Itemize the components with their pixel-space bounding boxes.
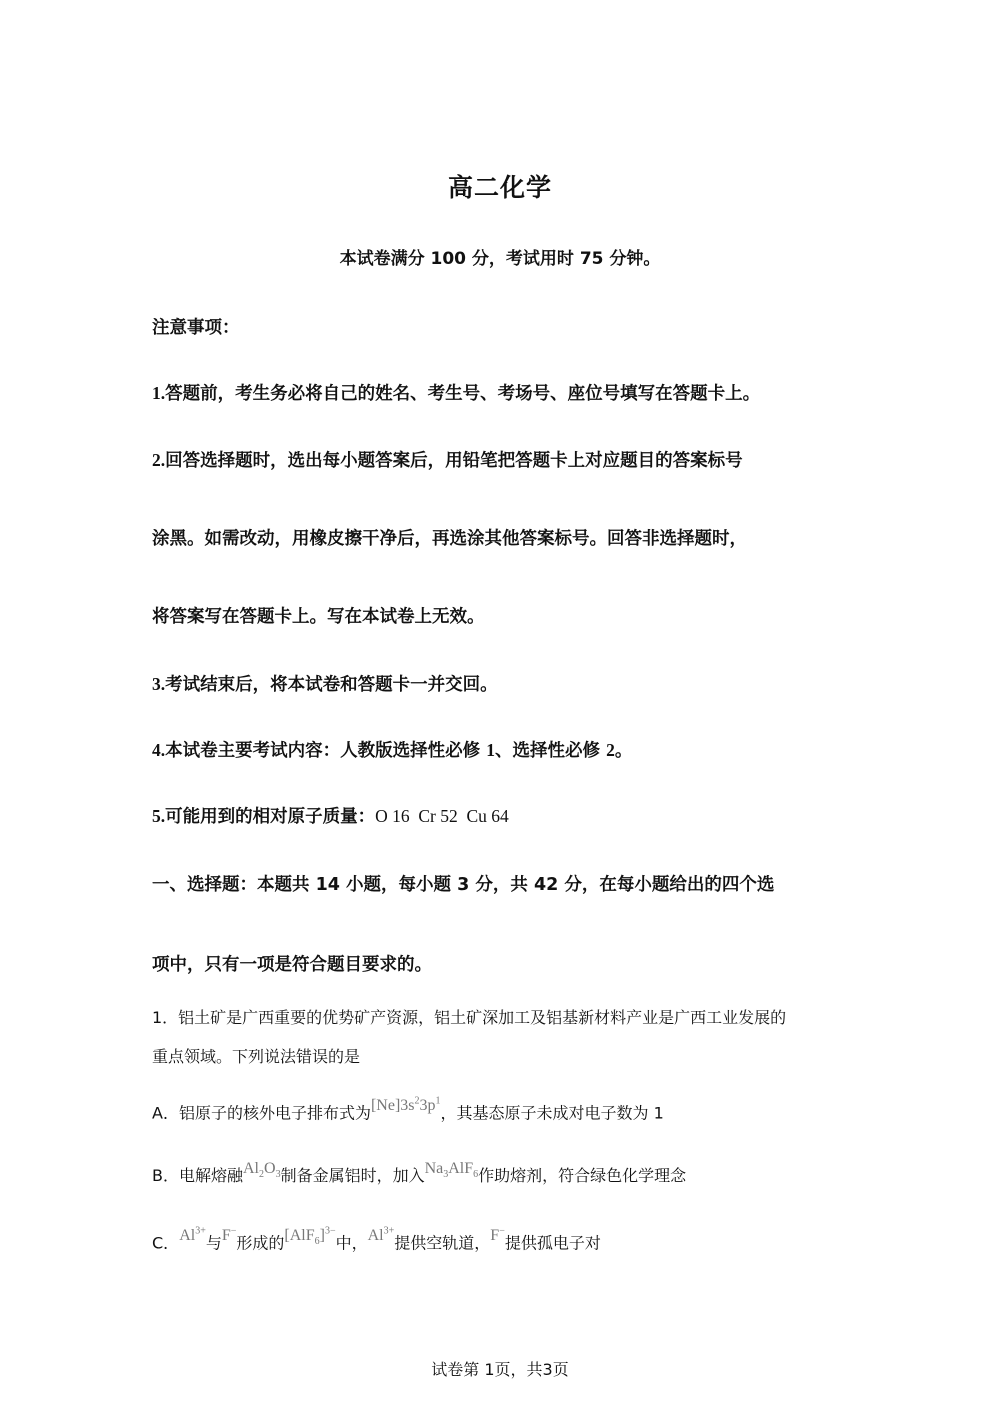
notice-text: 可能用到的相对原子质量：	[165, 807, 376, 827]
aluminum-ion-formula: $Al^{3+}$	[179, 1226, 206, 1245]
option-text: ，其基态原子未成对电子数为 1	[440, 1103, 664, 1123]
option-text: 中，	[335, 1233, 368, 1253]
notice-text: 答题前，考生务必将自己的姓名、考生号、考场号、座位号填写在答题卡上。	[165, 384, 761, 404]
cryolite-formula: $Na_3AlF_6$	[424, 1160, 479, 1181]
option-label: A．	[152, 1103, 179, 1123]
notice-number: 5.	[152, 806, 166, 826]
option-text: 电解熔融	[178, 1166, 243, 1185]
notice-text: 考试结束后，将本试卷和答题卡一并交回。	[165, 675, 498, 695]
notice-heading: 注意事项：	[152, 318, 240, 338]
electron-configuration-formula: $[Ne]3s^23p^1$	[370, 1096, 441, 1115]
option-text: 作助熔剂，符合绿色化学理念	[478, 1166, 687, 1185]
option-a	[152, 1096, 664, 1123]
option-text: 提供孤电子对	[504, 1233, 601, 1253]
notice-text: 本试卷主要考试内容：人教版选择性必修	[165, 741, 487, 761]
notice-text: 回答选择题时，选出每小题答案后，用铅笔把答题卡上对应题目的答案标号	[165, 451, 743, 471]
complex-ion-formula: $[AlF_6]^{3-}$	[284, 1226, 336, 1248]
section-1-heading-line-2: 项中，只有一项是符合题目要求的。	[152, 955, 432, 975]
notice-item-2-line-2: 涂黑。如需改动，用橡皮擦干净后，再选涂其他答案标号。回答非选择题时，	[152, 529, 747, 549]
page-title: 高二化学	[447, 173, 552, 202]
option-text: 形成的	[236, 1233, 285, 1253]
option-b	[152, 1160, 686, 1186]
notice-number: 4.	[152, 740, 166, 760]
notice-item-3	[152, 671, 498, 696]
page-footer: 试卷第 1页，共3页	[431, 1360, 569, 1379]
module-number-2: 2	[606, 740, 615, 760]
notice-number: 2.	[152, 450, 166, 470]
notice-item-2-line-1	[152, 447, 743, 472]
question-1-stem-line-1: 1．铝土矿是广西重要的优势矿产资源，铝土矿深加工及铝基新材料产业是广西工业发展的	[152, 1008, 787, 1027]
option-text: 与	[205, 1233, 222, 1253]
option-text: 铝原子的核外电子排布式为	[178, 1103, 371, 1123]
fluoride-ion-formula: F−	[221, 1226, 237, 1245]
exam-info: 本试卷满分 100 分，考试用时 75 分钟。	[339, 249, 661, 269]
notice-item-1	[152, 380, 760, 405]
atomic-masses: O 16 Cr 52 Cu 64	[375, 806, 509, 826]
aluminum-ion-formula: $Al^{3+}$	[367, 1226, 395, 1245]
section-1-heading-line-1: 一、选择题：本题共 14 小题，每小题 3 分，共 42 分，在每小题给出的四个选	[152, 875, 775, 895]
option-label: B．	[152, 1166, 179, 1185]
notice-number: 3.	[152, 674, 166, 694]
notice-number: 1.	[152, 383, 166, 403]
fluoride-ion-formula: F−	[490, 1226, 505, 1245]
question-1-stem-line-2: 重点领域。下列说法错误的是	[152, 1047, 361, 1066]
module-number-1: 1	[486, 740, 495, 760]
option-text: 提供空轨道，	[394, 1233, 491, 1253]
option-c	[152, 1226, 601, 1253]
option-text: 制备金属铝时，加入	[280, 1166, 425, 1185]
notice-item-5	[152, 803, 509, 828]
notice-item-2-line-3: 将答案写在答题卡上。写在本试卷上无效。	[152, 607, 485, 627]
alumina-formula: $Al_2O_3$	[243, 1160, 281, 1181]
option-label: C．	[152, 1233, 180, 1253]
notice-text: 。	[614, 741, 633, 761]
notice-item-4	[152, 737, 632, 762]
notice-text: 、选择性必修	[494, 741, 607, 761]
